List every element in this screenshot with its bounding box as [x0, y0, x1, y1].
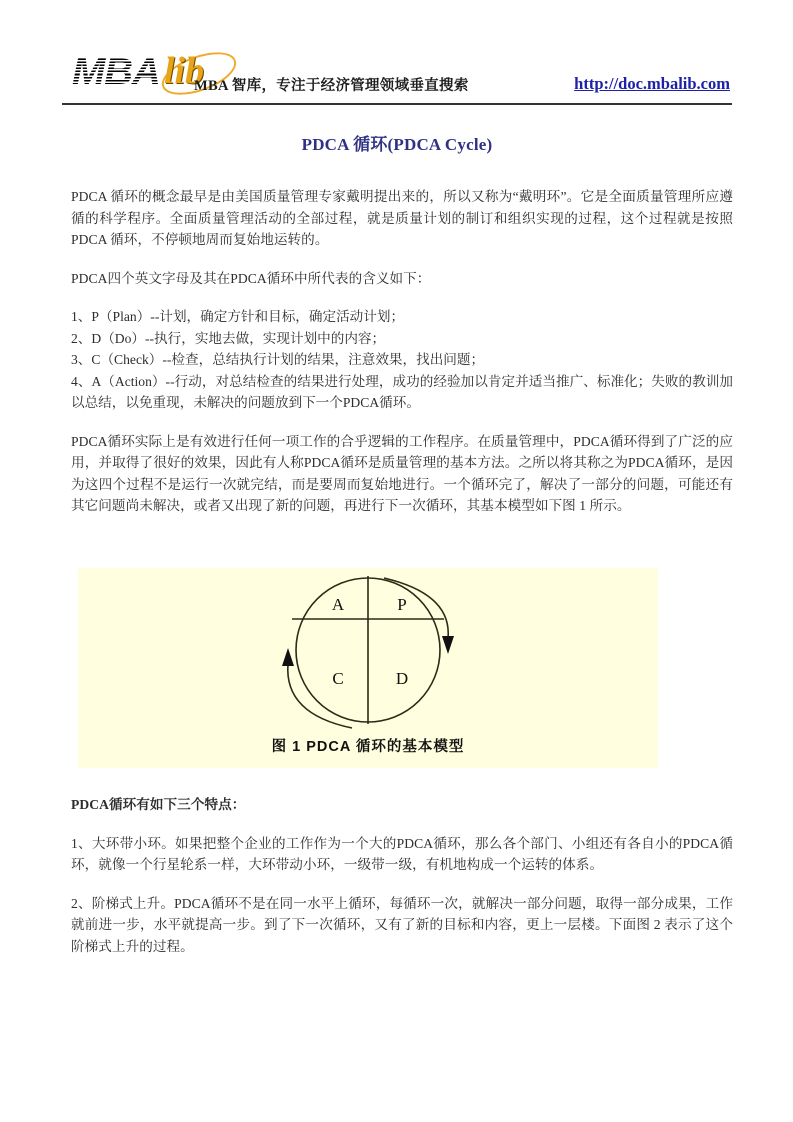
- quadrant-label-p: P: [397, 595, 407, 614]
- list-item: 2、D（Do）--执行，实地去做，实现计划中的内容；: [71, 330, 386, 346]
- figure-1-container: [78, 568, 658, 768]
- quadrant-label-d: D: [395, 669, 409, 688]
- pdca-definition-list: [71, 306, 733, 414]
- site-url-link[interactable]: http://doc.mbalib.com: [574, 74, 730, 93]
- paragraph-intro: PDCA 循环的概念最早是由美国质量管理专家戴明提出来的，所以又称为“戴明环”。它是全面质量管理所应遵循的科学程序。全面质量管理活动的全部过程，就是质量计划的制订和组织实现的过程，这个过程就是按照 PDCA 循环，不停顿地周而复始地运转的。: [71, 189, 733, 247]
- paragraph-letters-lead: PDCA四个英文字母及其在PDCA循环中所代表的含义如下：: [71, 270, 431, 286]
- figure-1-inner: [78, 568, 658, 768]
- list-item: 4、A（Action）--行动，对总结检查的结果进行处理，成功的经验加以肯定并适当推广、标准化；失败的教训加以总结，以免重现，未解决的问题放到下一个PDCA循环。: [71, 373, 733, 410]
- quadrant-label-a: A: [331, 595, 345, 614]
- document-content: [71, 186, 733, 534]
- paragraph-cycle-logic: PDCA循环实际上是有效进行任何一项工作的合乎逻辑的工作程序。在质量管理中，PDCA循环得到了广泛的应用，并取得了很好的效果，因此有人称PDCA循环是质量管理的基本方法。之所以将其称之为PDCA循环，是因为这四个过程不是运行一次就完结，而是要周而复始地进行。一个循环完了，解决了一部分的问题，可能还有其它问题尚未解决，或者又出现了新的问题，再进行下一次循环，其基本模型如下图 1 所示。: [71, 433, 733, 513]
- right-arc-arrowhead: [442, 636, 454, 654]
- section-heading-features: PDCA循环有如下三个特点：: [71, 797, 246, 812]
- paragraph-feature-1: 1、大环带小环。如果把整个企业的工作作为一个大的PDCA循环，那么各个部门、小组还有各自小的PDCA循环，就像一个行星轮系一样，大环带动小环，一级带一级，有机地构成一个运转的体系。: [71, 835, 733, 872]
- logo-mba-text: MBA: [72, 51, 160, 92]
- header-tagline: MBA 智库，专注于经济管理领域垂直搜索: [194, 78, 469, 94]
- paragraph-feature-2: 2、阶梯式上升。PDCA循环不是在同一水平上循环，每循环一次，就解决一部分问题，取得一部分成果，工作就前进一步，水平就提高一步。到了下一次循环，又有了新的目标和内容，更上一层楼。下面图 2 表示了这个阶梯式上升的过程。: [71, 895, 733, 954]
- logo-lib-text: lib: [164, 50, 205, 92]
- header-divider-rule: [62, 103, 732, 105]
- right-arc-arrow-down: [384, 578, 448, 638]
- quadrant-label-c: C: [332, 669, 344, 688]
- list-item: 1、P（Plan）--计划，确定方针和目标，确定活动计划；: [71, 309, 405, 324]
- left-arc-arrowhead: [282, 648, 294, 666]
- figure-1-caption: 图 1 PDCA 循环的基本模型: [271, 739, 465, 755]
- document-content-lower: [71, 794, 733, 974]
- pdca-cycle-diagram: [216, 572, 521, 732]
- page-header: [62, 48, 730, 106]
- list-item: 3、C（Check）--检查，总结执行计划的结果，注意效果，找出问题；: [71, 352, 485, 367]
- page-title: PDCA 循环(PDCA Cycle): [301, 135, 493, 154]
